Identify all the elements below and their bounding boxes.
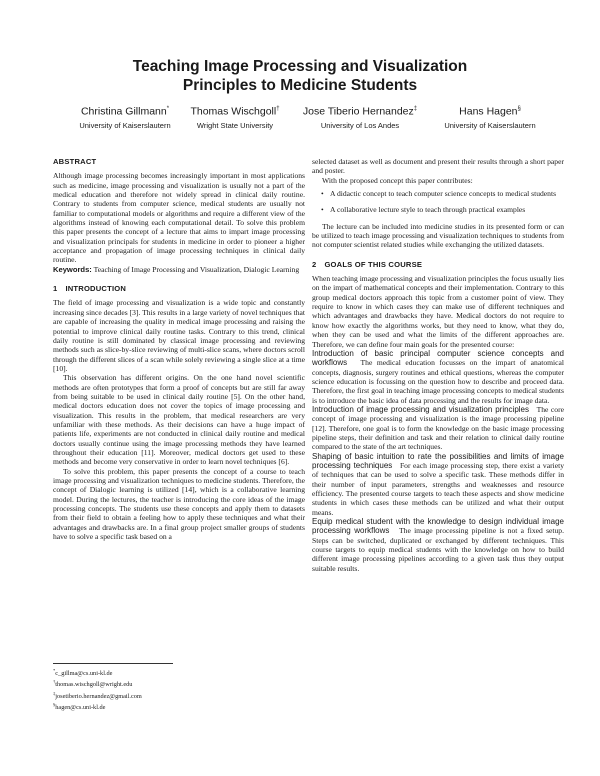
author-name: Thomas Wischgoll xyxy=(190,105,277,118)
author-affiliation: University of Kaiserslautern xyxy=(79,120,171,130)
footnote xyxy=(53,667,305,678)
abstract-text: Although image processing becomes increasingly important in most applications such as medicine, image processing and visualization is usually not a part of the medical education and therefore not widely spread in clinical daily routine. Contrary to students from computer science, medical students are usually not familiar to computational models or algorithms and require a different view of the algorithms instead of knowing each computational detail. To solve this problem this paper presents the concept of a lecture that aims to impart image processing and visualization principals for students in medicine in order to pioneer a higher acceptance and propagation of image processing techniques in clinical daily routine. xyxy=(53,171,305,265)
section-number: 2 xyxy=(312,259,317,269)
author-mark: ‡ xyxy=(413,106,418,112)
footnote xyxy=(53,690,305,701)
author-name: Christina Gillmann xyxy=(80,105,167,118)
title-line-1: Teaching Image Processing and Visualization xyxy=(132,58,468,75)
footnote xyxy=(53,678,305,689)
paragraph: With the proposed concept this paper contributes: xyxy=(322,175,473,185)
keywords xyxy=(53,265,305,274)
footnote xyxy=(53,701,305,712)
goal-item xyxy=(312,452,564,517)
footnote-mark: * xyxy=(53,668,56,673)
list-item: • A didactic concept to teach computer science concepts to medical students xyxy=(330,189,564,198)
footnote-email: c_gillma@cs.uni-kl.de xyxy=(55,670,113,678)
footnote-email: josetiberio.hernandez@gmail.com xyxy=(55,692,142,700)
author-mark: § xyxy=(517,106,521,112)
author xyxy=(180,103,290,131)
paragraph: selected dataset as well as document and present their results through a short paper and poster. xyxy=(312,157,564,176)
footnotes xyxy=(53,663,305,712)
keywords-label: Keywords: xyxy=(53,264,92,274)
paragraph: The lecture can be included into medicine studies in its presented form or can be utilized to teach image processing and visualization techniques to students from not computer scientist related studies while exchanging the utilized datasets. xyxy=(312,221,564,250)
goal-item xyxy=(312,349,564,405)
goal-item xyxy=(312,405,564,452)
paragraph: To solve this problem, this paper presents the concept of a course to teach image processing and visualization techniques to medicine students. Therefore, the concept of Dialogic learning is utilized [14], which is a collaborative learning model. During the lectures, the teacher is introducing the core ideas of the image processing concepts. The students use these concepts and apply them to datasets from their field to obtain a feeling how to apply these techniques and what their advantages and drawbacks are. In a final group project smaller groups of students have to solve a specific task based on a xyxy=(53,466,305,542)
goal-title: Introduction of image processing and visualization principles xyxy=(312,404,529,414)
goal-text: For each image processing step, there exist a variety of techniques that can be used to solve a specific task. These methods differ in their number of input parameters, strengths and weaknesses and resource efficiency. The presented course targets to teach these aspects and show medicine students in which cases these methods can be utilized and what their output means. xyxy=(312,460,564,517)
author xyxy=(425,103,555,131)
paragraph: This observation has different origins. On the one hand novel scientific methods are often prototypes that form a proof of concepts but are still far away from being suitable to be used in clinical daily routine [5]. On the other hand, medical doctors education does not cover the topics of image processing and visualization. This results in the problem, that medical researchers are very unfamiliar with these methods. As their decisions can have a huge impact of patients life, experiments are not conducted in clinical daily routine and medical doctors usually continue using the image processing methods they have learned throughout their education [11]. Moreover, medical doctors get used to these methods and become very conservative in order to learn novel techniques [6]. xyxy=(53,373,305,467)
author xyxy=(295,103,425,131)
author xyxy=(60,103,190,131)
left-column xyxy=(53,157,305,541)
keywords-text: Teaching of Image Processing and Visualization, Dialogic Learning xyxy=(93,264,300,274)
goal-title: Introduction of basic principal computer science concepts and workflows xyxy=(312,348,564,368)
footnote-email: thomas.wischgoll@wright.edu xyxy=(55,681,133,689)
footnote-email: hagen@cs.uni-kl.de xyxy=(55,703,106,711)
author-affiliation: University of Los Andes xyxy=(320,120,400,130)
footnote-mark: ‡ xyxy=(53,690,56,696)
paragraph: The field of image processing and visualization is a wide topic and constantly increasing since decades [3]. This results in a large variety of novel techniques that are capable of increasing the quality in medical image processing and raising the potential to improve clinical daily routine tasks. Contrary to this trend, clinical daily routine is still dominated by classical image processing and reviewing methods such as slice-by-slice reviewing of multi-slice scans, where doctors scroll through the different slices of a scan while solely reviewing a single slice at a time [10]. xyxy=(53,298,305,373)
section-title: GOALS OF THIS COURSE xyxy=(324,259,423,269)
goal-item xyxy=(312,517,564,573)
title-line-2: Principles to Medicine Students xyxy=(182,77,418,94)
footnote-mark: § xyxy=(53,701,56,707)
section-1-heading xyxy=(53,284,305,293)
author-name: Hans Hagen xyxy=(459,105,518,118)
goal-title: Equip medical student with the knowledge to design individual image processing workflows xyxy=(312,517,564,536)
list-item: • A collaborative lecture style to teach through practical examples xyxy=(330,205,564,214)
paragraph: When teaching image processing and visualization principles the focus usually lies on the impart of mathematical concepts and their implementation. Contrary to this group medical doctors approach this topic from a customer point of view. They require to know in which cases they can make use of different techniques and which advantages and drawbacks they have. Medical doctors do not require to know how exactly the algorithms works, but they need to know, what they do, when they can be used and what the limits of the different approaches are. Therefore, we can define four main goals for the presented course: xyxy=(312,274,564,349)
abstract-heading: ABSTRACT xyxy=(53,157,97,166)
goal-text: The image processing pipeline is not a fixed setup. Steps can be switched, duplicated or exchanged by different techniques. This course targets to equip medical students with the knowledge on how to build different image processing pipelines according to a given task thus they output suitable results. xyxy=(312,526,565,573)
author-affiliation: University of Kaiserslautern xyxy=(444,120,536,130)
goal-title: Shaping of basic intuition to rate the possibilities and limits of image processing techniques xyxy=(312,451,564,470)
contribution-list xyxy=(312,189,564,215)
author-list xyxy=(0,103,600,133)
section-number: 1 xyxy=(53,284,58,294)
author-mark: † xyxy=(276,106,280,112)
author-name: Jose Tiberio Hernandez xyxy=(302,105,414,118)
footnote-mark: † xyxy=(53,679,56,685)
right-column xyxy=(312,157,564,573)
author-affiliation: Wright State University xyxy=(196,120,274,130)
section-title: INTRODUCTION xyxy=(65,284,127,294)
goal-text: The core concept of image processing and visualization is the image processing pipeline [12]. Therefore, one goal is to form the knowledge on the basic image processing pipeline steps, their definition and task and their relation to clinical daily routine compared to the state of the art techniques. xyxy=(312,404,564,452)
section-2-heading xyxy=(312,260,564,269)
paper-title xyxy=(0,57,600,95)
goal-text: The medical education focusses on the impart of anatomical concepts, diagnosis, surgery routines and ethical questions, whereas the computer science education is focussing on the question how to describe and proceed data. Therefore, the first goal in teaching image processing concepts to medical students is to introduce the basic idea of data processing and the results for image data. xyxy=(312,358,564,405)
author-mark: * xyxy=(166,106,170,112)
footnote-rule xyxy=(53,663,173,664)
